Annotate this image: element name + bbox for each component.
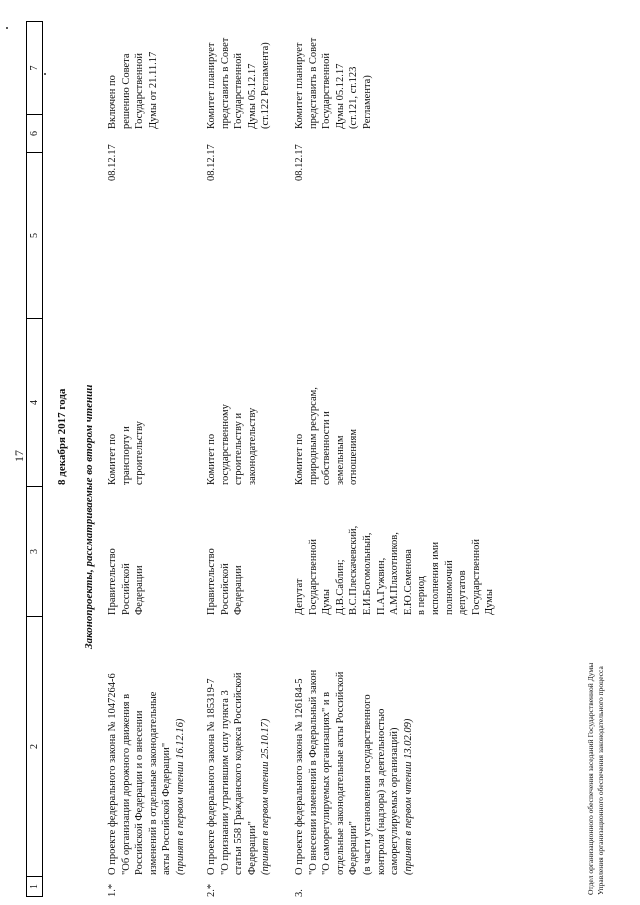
first-reading-note: (принят в первом чтении 13.02.09) xyxy=(402,718,414,875)
scan-dot xyxy=(6,27,8,29)
footer-line: Управления организационного обеспечения законодательного процесса xyxy=(596,666,605,895)
bill-description xyxy=(205,625,273,875)
bill-author: Правительство Российской Федерации xyxy=(107,548,146,615)
page-number: 17 xyxy=(12,450,26,462)
date-heading: 8 декабря 2017 года xyxy=(56,388,68,485)
row-number: 3. xyxy=(294,889,305,897)
bill-author: Правительство Российской Федерации xyxy=(206,548,245,615)
responsible-committee: Комитет по государственному строительству и законодательству xyxy=(206,404,258,485)
footer xyxy=(586,663,606,895)
remark: Комитет планирует представить в Совет Государственной Думы 05.12.17 (ст.122 Регламента) xyxy=(206,37,272,129)
footer-line: Отдел организационного обеспечения заседаний Государственной Думы xyxy=(586,662,595,895)
scan-dot xyxy=(44,73,46,75)
section-heading: Законопроекты, рассматриваемые во втором чтении xyxy=(83,384,95,649)
bill-title: О проекте федерального закона № 1047264-6 "Об организации дорожного движения в Российской Федерации и о внесении изменений в отдельные законодательные акты Российской Федерации" xyxy=(107,673,173,875)
responsible-committee: Комитет по транспорту и строительству xyxy=(107,421,146,485)
remark: Комитет планирует представить в Совет Государственной Думы 05.12.17 (ст.121, ст.123 Регламента) xyxy=(294,37,373,129)
consideration-date: 08.12.17 xyxy=(107,144,118,181)
column-number: 5 xyxy=(27,152,42,318)
bill-author: Депутат Государственной Думы Д.В.Саблин; В.С.Плескачевский, Е.И.Богомольный, П.А.Гужвин, А.М.Плахотников, Е.Ю.Семенова в период исполнения ими полномочий депутатов Государственной Думы xyxy=(294,525,496,615)
column-number: 6 xyxy=(27,114,42,152)
row-number: 2.* xyxy=(206,883,217,897)
consideration-date: 08.12.17 xyxy=(294,144,305,181)
column-number-header xyxy=(26,21,43,897)
first-reading-note: (принят в первом чтении 25.10.17) xyxy=(260,718,272,875)
column-number: 1 xyxy=(27,876,42,896)
bill-description xyxy=(106,625,188,875)
first-reading-note: (принят в первом чтении 16.12.16) xyxy=(174,718,186,875)
column-number: 7 xyxy=(29,65,40,71)
consideration-date: 08.12.17 xyxy=(206,144,217,181)
bill-title: О проекте федерального закона № 126184-5 "О внесении изменений в Федеральный закон "О саморегулируемых организациях" и в отдельные законодательные акты Российской Федерации" (в части установления государственного контроля (надзора) за деятельностью саморегулируемых организаций) xyxy=(294,669,401,875)
column-number: 3 xyxy=(27,486,42,616)
bill-title: О проекте федерального закона № 185319-7 "О признании утратившим силу пункта 3 статьи 558 Гражданского кодекса Российской Федерации" xyxy=(206,672,258,875)
column-number: 2 xyxy=(27,616,42,876)
column-number: 4 xyxy=(27,318,42,486)
remark: Включен по решению Совета Государственной Думы от 21.11.17 xyxy=(107,51,159,129)
row-number: 1.* xyxy=(107,883,118,897)
bill-description xyxy=(293,625,415,875)
responsible-committee: Комитет по природным ресурсам, собственности и земельным отношениям xyxy=(294,387,360,485)
